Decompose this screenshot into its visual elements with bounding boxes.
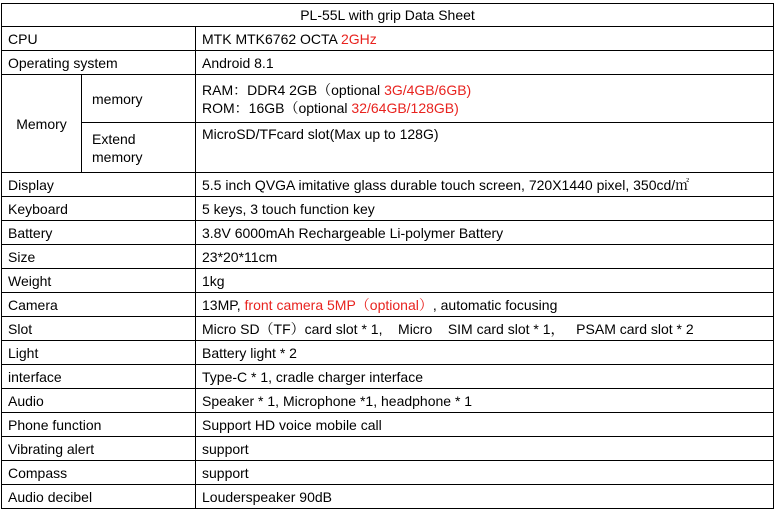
row-value-size: 23*20*11cm	[196, 245, 774, 269]
row-value-light: Battery light * 2	[196, 341, 774, 365]
data-sheet-table	[1, 3, 774, 509]
table-row	[2, 365, 774, 389]
table-row	[2, 269, 774, 293]
table-row	[2, 413, 774, 437]
row-label-audio-decibel: Audio decibel	[2, 485, 196, 509]
row-label-memory: Memory	[2, 75, 82, 173]
row-label-camera: Camera	[2, 293, 196, 317]
camera-value-text-end: , automatic focusing	[432, 296, 558, 313]
table-row	[2, 389, 774, 413]
row-value-os: Android 8.1	[196, 51, 774, 75]
row-value-keyboard: 5 keys, 3 touch function key	[196, 197, 774, 221]
row-value-slot: Micro SD（TF）card slot * 1, Micro SIM card slot * 1， PSAM card slot * 2	[196, 317, 774, 341]
row-label-os: Operating system	[2, 51, 196, 75]
row-value-compass: support	[196, 461, 774, 485]
row-value-audio-decibel: Louderspeaker 90dB	[196, 485, 774, 509]
row-value-vibrating-alert: support	[196, 437, 774, 461]
row-label-vibrating-alert: Vibrating alert	[2, 437, 196, 461]
extend-label-line2: memory	[92, 148, 143, 165]
ram-value-text: RAM：DDR4 2GB（optional	[202, 81, 385, 98]
row-sublabel-extend-memory	[82, 123, 196, 173]
table-row	[2, 341, 774, 365]
row-value-cpu	[196, 27, 774, 51]
rom-value-text: ROM：16GB（optional	[202, 99, 352, 116]
ram-value-highlight: 3G/4GB/6GB)	[384, 81, 472, 98]
row-label-interface: interface	[2, 365, 196, 389]
rom-line	[202, 99, 767, 117]
row-label-slot: Slot	[2, 317, 196, 341]
cpu-value-text: MTK MTK6762 OCTA	[202, 30, 341, 47]
row-value-display: 5.5 inch QVGA imitative glass durable touch screen, 720X1440 pixel, 350cd/㎡	[196, 173, 774, 197]
row-label-audio: Audio	[2, 389, 196, 413]
table-row	[2, 173, 774, 197]
row-value-interface: Type-C * 1, cradle charger interface	[196, 365, 774, 389]
row-label-phone-function: Phone function	[2, 413, 196, 437]
row-value-audio: Speaker * 1, Microphone *1, headphone * 1	[196, 389, 774, 413]
table-row	[2, 485, 774, 509]
camera-value-highlight: front camera 5MP（optional）	[244, 296, 433, 313]
extend-label-line1: Extend	[92, 130, 136, 147]
row-value-camera	[196, 293, 774, 317]
table-row	[2, 293, 774, 317]
table-row	[2, 437, 774, 461]
row-label-light: Light	[2, 341, 196, 365]
row-label-battery: Battery	[2, 221, 196, 245]
camera-value-text: 13MP,	[202, 296, 245, 313]
row-value-phone-function: Support HD voice mobile call	[196, 413, 774, 437]
table-row	[2, 317, 774, 341]
table-row	[2, 221, 774, 245]
rom-value-highlight: 32/64GB/128GB)	[351, 99, 459, 116]
row-label-keyboard: Keyboard	[2, 197, 196, 221]
row-label-compass: Compass	[2, 461, 196, 485]
table-row	[2, 75, 774, 123]
row-label-display: Display	[2, 173, 196, 197]
ram-line	[202, 81, 767, 99]
row-label-cpu: CPU	[2, 27, 196, 51]
row-value-battery: 3.8V 6000mAh Rechargeable Li-polymer Battery	[196, 221, 774, 245]
table-row	[2, 51, 774, 75]
table-row	[2, 245, 774, 269]
row-sublabel-memory: memory	[82, 75, 196, 123]
table-row	[2, 461, 774, 485]
table-row	[2, 197, 774, 221]
row-value-extend-memory: MicroSD/TFcard slot(Max up to 128G)	[196, 123, 774, 173]
row-label-weight: Weight	[2, 269, 196, 293]
table-row	[2, 27, 774, 51]
row-value-memory	[196, 75, 774, 123]
sheet-title: PL-55L with grip Data Sheet	[2, 4, 774, 27]
table-row	[2, 123, 774, 173]
row-value-weight: 1kg	[196, 269, 774, 293]
row-label-size: Size	[2, 245, 196, 269]
cpu-value-highlight: 2GHz	[341, 30, 377, 47]
